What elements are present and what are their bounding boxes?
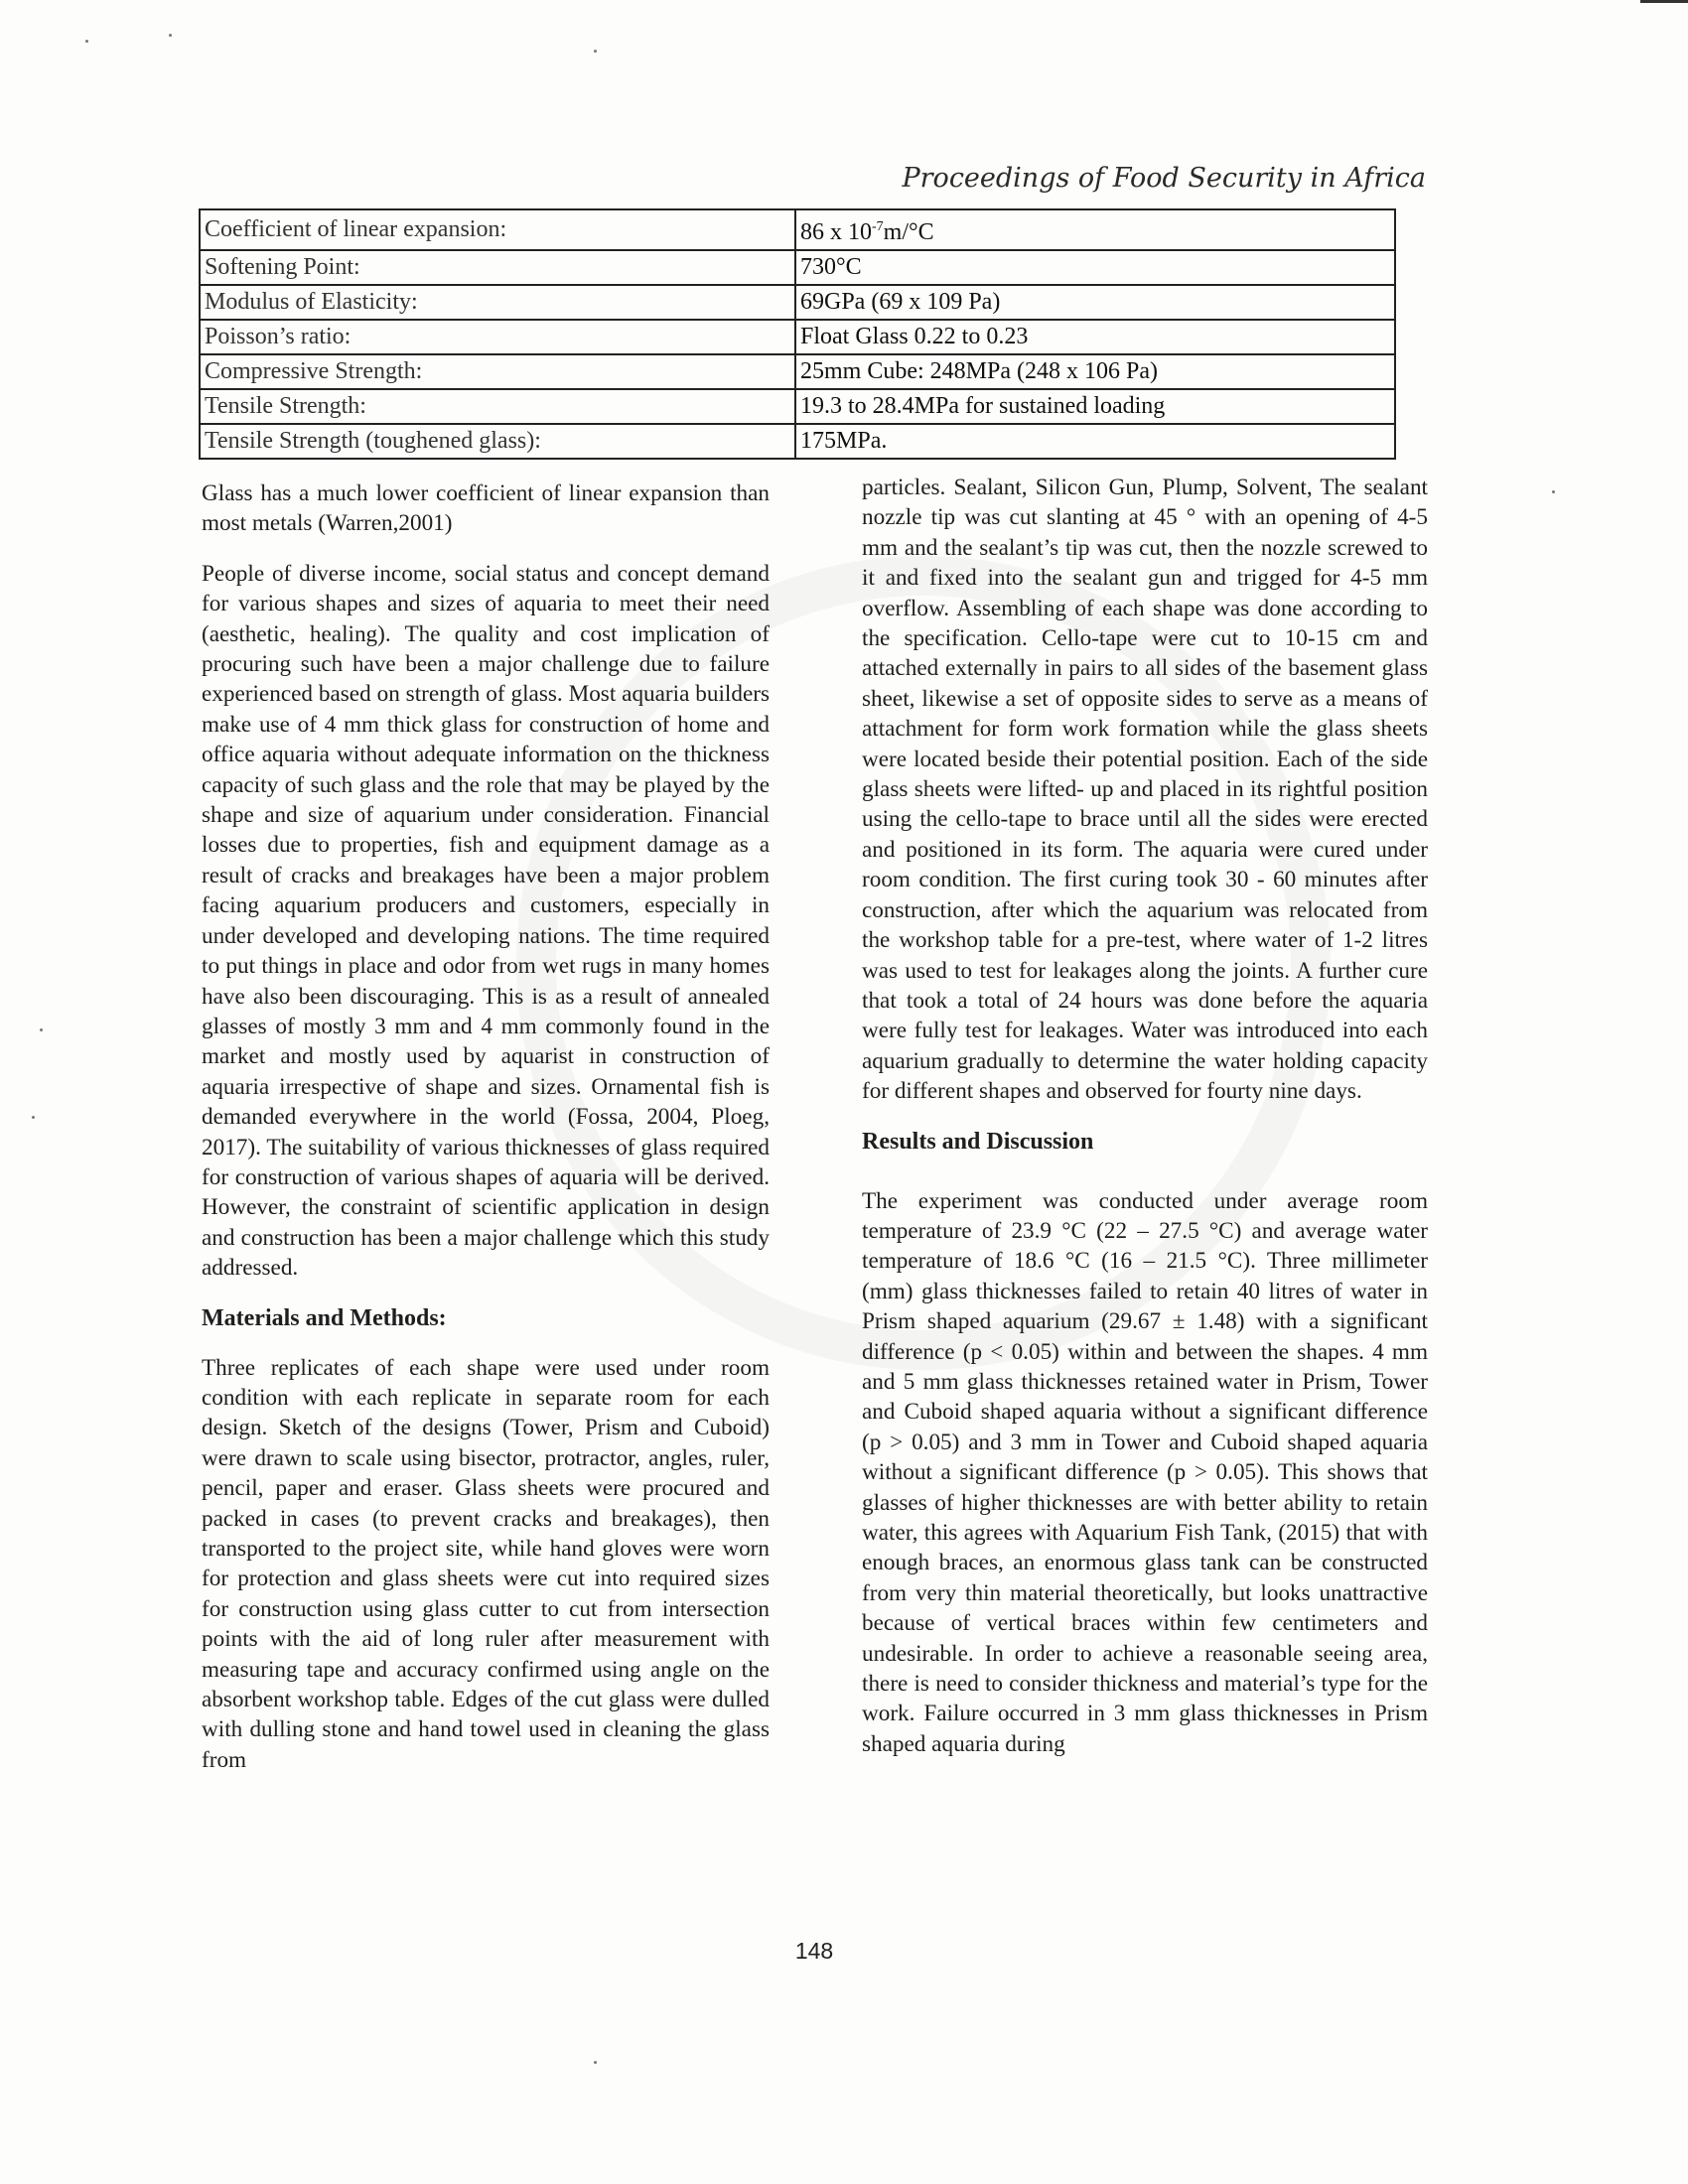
property-value: Float Glass 0.22 to 0.23 (795, 320, 1395, 354)
table-row (200, 354, 1395, 389)
scan-speck (594, 2061, 597, 2064)
scan-speck (594, 50, 597, 53)
scan-speck (40, 1028, 43, 1031)
scan-speck (85, 40, 88, 43)
running-header: Proceedings of Food Security in Africa (902, 163, 1426, 194)
right-column (862, 473, 1428, 1759)
scan-edge-mark (1640, 0, 1688, 3)
table-row (200, 424, 1395, 459)
property-name: Compressive Strength: (200, 354, 795, 389)
body-paragraph: Three replicates of each shape were used under room condition with each replicate in separate room for each design. Sketch of the designs (Tower, Prism and Cuboid) were drawn to scale using bisector, protractor, angles, ruler, pencil, paper and eraser. Glass sheets were procured and packed in cases (to prevent cracks and breakages), then transported to the project site, while hand gloves were worn for protection and glass sheets were cut into required sizes for construction using glass cutter to cut from intersection points with the aid of long ruler after measurement with measuring tape and accuracy confirmed using angle on the absorbent workshop table. Edges of the cut glass were dulled with dulling stone and hand towel used in cleaning the glass from (202, 1354, 770, 1773)
property-value: 175MPa. (795, 424, 1395, 459)
property-value: 86 x $10^{-7}m/^\circ C$ (795, 209, 1395, 250)
property-name: Modulus of Elasticity: (200, 285, 795, 320)
table-row (200, 250, 1395, 285)
page-number: 148 (794, 1938, 834, 1964)
property-name: Tensile Strength (toughened glass): (200, 424, 795, 459)
scan-speck (169, 34, 172, 37)
body-paragraph: particles. Sealant, Silicon Gun, Plump, Solvent, The sealant nozzle tip was cut slanting at 45 ° with an opening of 4-5 mm and the sealant’s tip was cut, then the nozzle screwed to it and fixed into the sealant gun and trigged for 4-5 mm overflow. Assembling of each shape was done according to the specification. Cello-tape were cut to 10-15 cm and attached externally in pairs to all sides of the basement glass sheet, likewise a set of opposite sides to serve as a means of attachment for form work formation while the glass sheets were located beside their potential position. Each of the side glass sheets were lifted- up and placed in its rightful position using the cello-tape to brace until all the sides were erected and positioned in its form. The aquaria were cured under room condition. The first curing took 30 - 60 minutes after construction, after which the aquarium was relocated from the workshop table for a pre-test, where water of 1-2 litres was used to test for leakages along the joints. A further cure that took a total of 24 hours was done before the aquaria were fully test for leakages. Water was introduced into each aquarium gradually to determine the water holding capacity for different shapes and observed for fourty nine days. (862, 475, 1428, 1105)
body-paragraph: Glass has a much lower coefficient of linear expansion than most metals (Warren,2001) (202, 480, 770, 537)
table-row (200, 285, 1395, 320)
property-name: Poisson’s ratio: (200, 320, 795, 354)
body-paragraph: People of diverse income, social status and concept demand for various shapes and sizes of aquaria to meet their need (aesthetic, healing). The quality and cost implication of procuring such have been a major challenge due to failure experienced based on strength of glass. Most aquaria builders make use of 4 mm thick glass for construction of home and office aquaria without adequate information on the thickness capacity of such glass and the role that may be played by the shape and size of aquarium under consideration. Financial losses due to properties, fish and equipment damage as a result of cracks and breakages have been a major problem facing aquarium producers and customers, especially in under developed and developing nations. The time required to put things in place and odor from wet rugs in many homes have also been discouraging. This is as a result of annealed glasses of mostly 3 mm and 4 mm commonly found in the market and mostly used by aquarist in construction of aquaria irrespective of shape and sizes. Ornamental fish is demanded everywhere in the world (Fossa, 2004, Ploeg, 2017). The suitability of various thicknesses of glass required for construction of various shapes of aquaria will be derived. However, the constraint of scientific application in design and construction has been a major challenge which this study addressed. (202, 560, 770, 1282)
property-value: 19.3 to 28.4MPa for sustained loading (795, 389, 1395, 424)
property-name: Coefficient of linear expansion: (200, 209, 795, 250)
property-value: 69GPa (69 x 109 Pa) (795, 285, 1395, 320)
table-row (200, 320, 1395, 354)
table-row (200, 209, 1395, 250)
section-heading-methods: Materials and Methods: (202, 1304, 447, 1331)
glass-properties-table (199, 208, 1396, 460)
property-name: Tensile Strength: (200, 389, 795, 424)
property-value: 730°C (795, 250, 1395, 285)
left-column (202, 478, 770, 1775)
scan-speck (32, 1116, 35, 1119)
body-paragraph: The experiment was conducted under average room temperature of 23.9 °C (22 – 27.5 °C) and average water temperature of 18.6 °C (16 – 21.5 °C). Three millimeter (mm) glass thicknesses failed to retain 40 litres of water in Prism shaped aquarium (29.67 ± 1.48) with a significant difference (p < 0.05) within and between the shapes. 4 mm and 5 mm glass thicknesses retained water in Prism, Tower and Cuboid shaped aquaria without a significant difference (p > 0.05) and 3 mm in Tower and Cuboid shaped aquaria without a significant difference (p > 0.05). This shows that glasses of higher thicknesses are with better ability to retain water, this agrees with Aquarium Fish Tank, (2015) that with enough braces, an enormous glass tank can be constructed from very thin material theoretically, but looks unattractive because of vertical braces within few centimeters and undesirable. In order to achieve a reasonable seeing area, there is need to consider thickness and material’s type for the work. Failure occurred in 3 mm glass thicknesses in Prism shaped aquaria during (862, 1187, 1428, 1757)
section-heading-results: Results and Discussion (862, 1128, 1094, 1155)
property-name: Softening Point: (200, 250, 795, 285)
scan-speck (1552, 490, 1555, 493)
property-value: 25mm Cube: 248MPa (248 x 106 Pa) (795, 354, 1395, 389)
table-row (200, 389, 1395, 424)
